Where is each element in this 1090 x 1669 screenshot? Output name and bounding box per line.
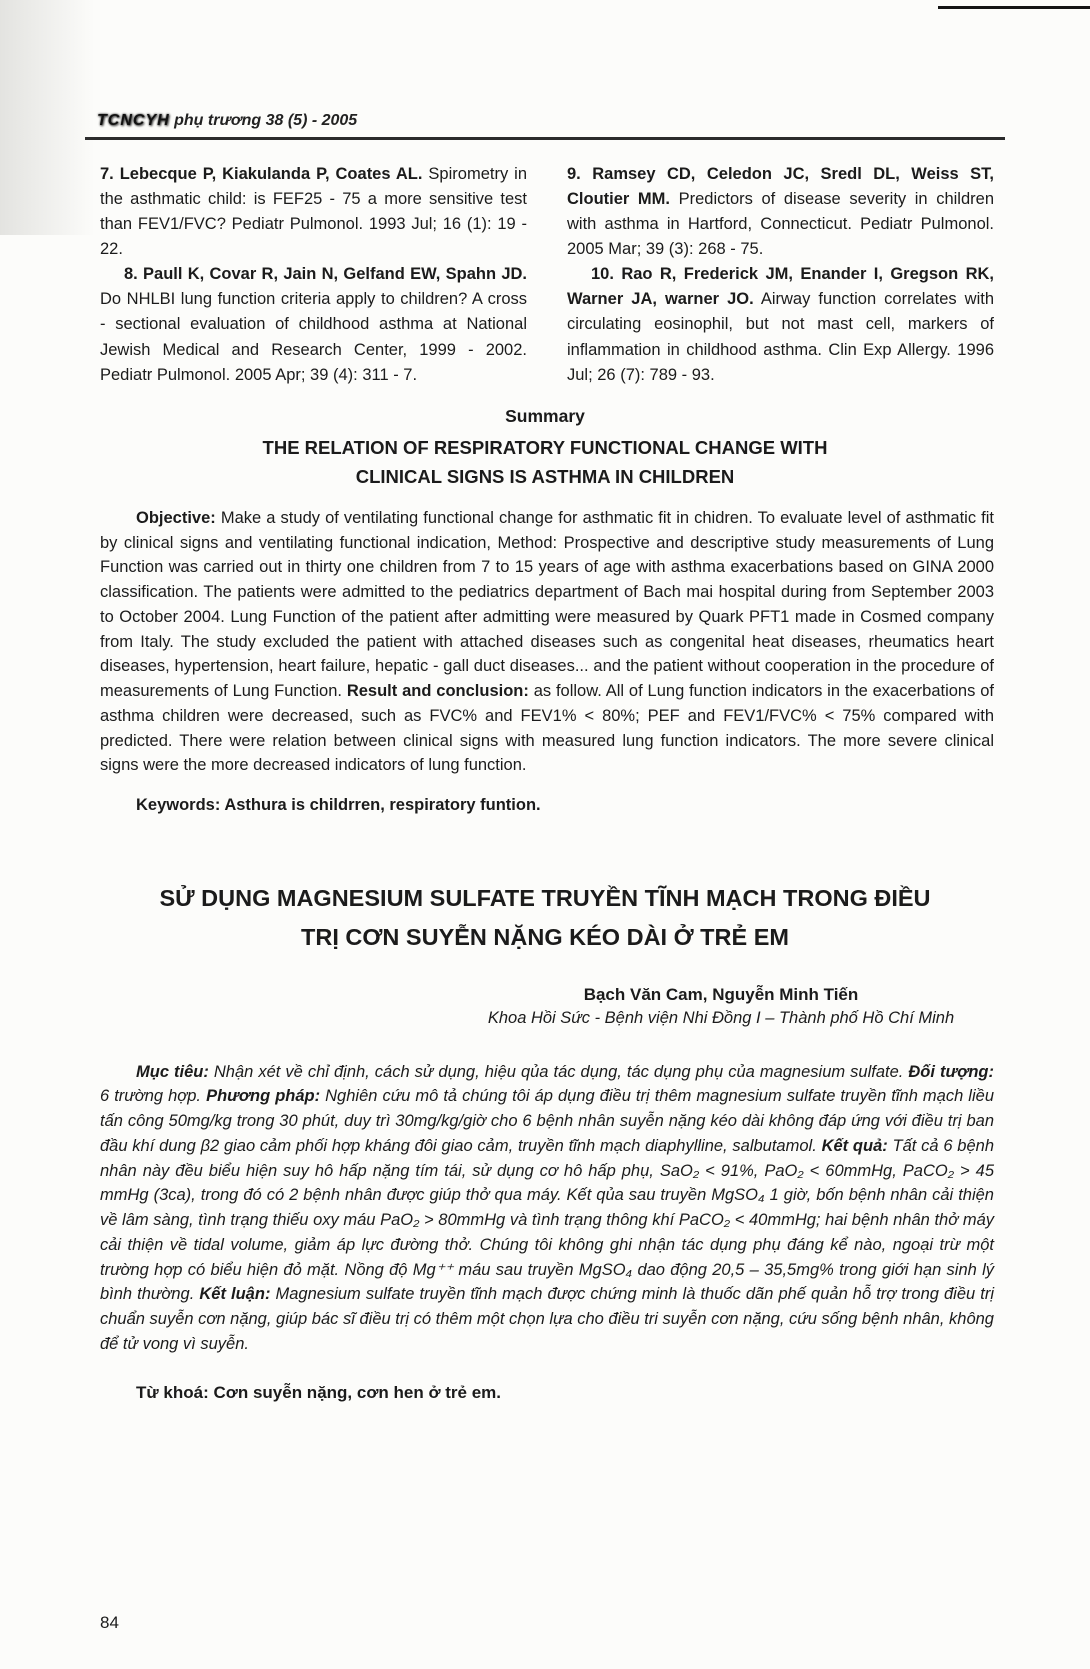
reference-9-authors: 9. Ramsey CD, Celedon JC, Sredl DL, Weiss ST, Cloutier MM. [567,165,994,209]
journal-header-smudged-logo: TCNCYH [97,112,170,129]
objective-text: Make a study of ventilating functional change for asthmatic fit in chidren. To evaluate level of asthmatic fit by clinical signs and ventilating functional indication, Method: Prospective and descriptive study measurements of Lung Function was carried out in thirty one children from 7 to 15 years of age with asthma exacerbations based on GINA 2000 classification. The patients were admitted to the pediatrics department of Bach mai hospital during from September 2003 to October 2004. Lung Function of the patient after admitting were measured by Quark PFT1 made in Cosmed company from Italy. The study excluded the patient with attached diseases such as congenital heat diseases, rheumatics heart diseases, hypertension, heart failure, hepatic - gall duct diseases... and the patient without cooperation in the procedure of measurements of Lung Function. [100,508,994,701]
muc-tieu-label: Mục tiêu: [136,1062,209,1081]
page-number: 84 [100,1613,119,1632]
reference-8-authors: 8. Paull K, Covar R, Jain N, Gelfand EW, Spahn JD. [124,265,527,284]
vietnamese-article-title [80,879,1010,957]
vn-title-line-1: SỬ DỤNG MAGNESIUM SULFATE TRUYỀN TĨNH MẠCH TRONG ĐIỀU [159,885,931,912]
reference-10-authors: 10. Rao R, Frederick JM, Enander I, Gregson RK, Warner JA, warner JO. [567,265,994,309]
doi-tuong-text: 6 trường hợp. [100,1087,207,1106]
doi-tuong-label: Đối tượng: [908,1062,994,1081]
reference-9-text: Predictors of disease severity in children with asthma in Hartford, Connecticut. Pediatr Pulmonol. 2005 Mar; 39 (3): 268 - 75. [567,190,994,259]
english-keywords: Keywords: Asthura is childrren, respiratory funtion. [136,796,541,815]
vietnamese-byline [352,985,1090,1028]
reference-item-10 [567,262,994,387]
summary-article-title [0,433,1090,492]
ket-qua-text: Tất cả 6 bệnh nhân này đều biểu hiện suy hô hấp nặng tím tái, sử dụng cơ hô hấp phụ, SaO₂ < 91%, PaO₂ < 60mmHg, PaCO₂ > 45 mmHg (3ca), trong đó có 2 bệnh nhân được giúp thở qua máy. Kết qủa sau truyền MgSO₄ 1 giờ, bốn bệnh nhân cải thiện về lâm sàng, tình trạng thiếu oxy máu PaO₂ > 80mmHg và tình trạng thông khí PaCO₂ < 40mmHg; hai bệnh nhân thở máy cải thiện về tidal volume, giảm áp lực đường thở. Chúng tôi không ghi nhận tác dụng phụ đáng kể nào, ngoại trừ một trường hợp có biểu hiện đỏ mặt. Nồng độ Mg⁺⁺ máu sau truyền MgSO₄ dao động 20,5 – 35,5mg% trong giới hạn sinh lý bình thường. [100,1136,995,1304]
phuong-phap-text: Nghiên cứu mô tả chúng tôi áp dụng điều trị thêm magnesium sulfate truyền tĩnh mạch liều tấn công 50mg/kg trong 30 phút, duy trì 30mg/kg/giờ cho 6 bệnh nhân suyễn nặng kéo dài không đáp ứng với điều trị ban đầu khí dung β2 giao cảm phối hợp kháng đôi giao cảm, truyền tĩnh mạch diaphylline, salbutamol. [100,1087,994,1155]
journal-header-text: phụ trương 38 (5) - 2005 [169,112,358,129]
objective-label: Objective: [136,508,216,527]
result-conclusion-label: Result and conclusion: [346,682,529,701]
english-abstract [100,506,994,778]
journal-header-rule [85,112,1005,140]
phuong-phap-label: Phương pháp: [206,1087,321,1106]
references-right-column [567,162,994,388]
reference-7-authors: 7. Lebecque P, Kiakulanda P, Coates AL. [100,165,423,183]
reference-8-text: Do NHLBI lung function criteria apply to children? A cross - sectional evaluation of childhood asthma at National Jewish Medical and Research Center, 1999 - 2002. Pediatr Pulmonol. 2005 Apr; 39 (4): 311 - 7. [100,290,527,384]
authors: Bạch Văn Cam, Nguyễn Minh Tiến [583,984,859,1004]
references-section [100,162,994,388]
ket-qua-label: Kết quả: [821,1136,888,1155]
reference-10-text: Airway function correlates with circulating eosinophil, but not mast cell, markers of inflammation in childhood asthma. Clin Exp Allergy. 1996 Jul; 26 (7): 789 - 93. [567,290,994,384]
ket-luan-text: Magnesium sulfate truyền tĩnh mạch được chứng minh là thuốc dãn phế quản hỗ trợ trong điều trị chuẩn suyễn cơn nặng, giúp bác sĩ điều trị có thêm một chọn lựa cho điều tri suyễn cơn nặng, cứu sống bệnh nhân, không để tử vong vì suyễn. [100,1285,994,1353]
vietnamese-keywords: Từ khoá: Cơn suyễn nặng, cơn hen ở trẻ em. [136,1382,502,1402]
affiliation: Khoa Hồi Sức - Bệnh viện Nhi Đồng I – Thành phố Hồ Chí Minh [487,1008,955,1027]
reference-7-text: Spirometry in the asthmatic child: is FEF25 - 75 a more sensitive test than FEV1/FVC? Pediatr Pulmonol. 1993 Jul; 16 (1): 19 - 22. [100,165,527,259]
summary-title-line-1: THE RELATION OF RESPIRATORY FUNCTIONAL CHANGE WITH [262,436,828,458]
summary-title-line-2: CLINICAL SIGNS IS ASTHMA IN CHILDREN [355,466,735,488]
muc-tieu-text: Nhận xét về chỉ định, cách sử dụng, hiệu qủa tác dụng, tác dụng phụ của magnesium sulfate. [208,1062,909,1081]
summary-heading: Summary [505,405,585,426]
references-left-column [100,162,527,388]
ket-luan-label: Kết luận: [199,1285,271,1304]
result-conclusion-text: as follow. All of Lung function indicators in the exacerbations of asthma children were decreased, such as FVC% and FEV1% < 80%; PEF and FEV1/FVC% < 75% compared with predicted. There were relation between clinical signs with measured lung function indicators. The more severe clinical signs were the more decreased indicators of lung function. [100,682,994,775]
vn-title-line-2: TRỊ CƠN SUYỄN NẶNG KÉO DÀI Ở TRẺ EM [301,923,789,950]
reference-item-9 [567,162,994,262]
scan-shade-artifact [0,0,95,235]
scan-edge-line-artifact [938,6,1090,9]
journal-header [97,112,357,129]
vietnamese-abstract [100,1060,994,1357]
reference-item-7 [100,162,527,262]
reference-item-8 [100,262,527,387]
